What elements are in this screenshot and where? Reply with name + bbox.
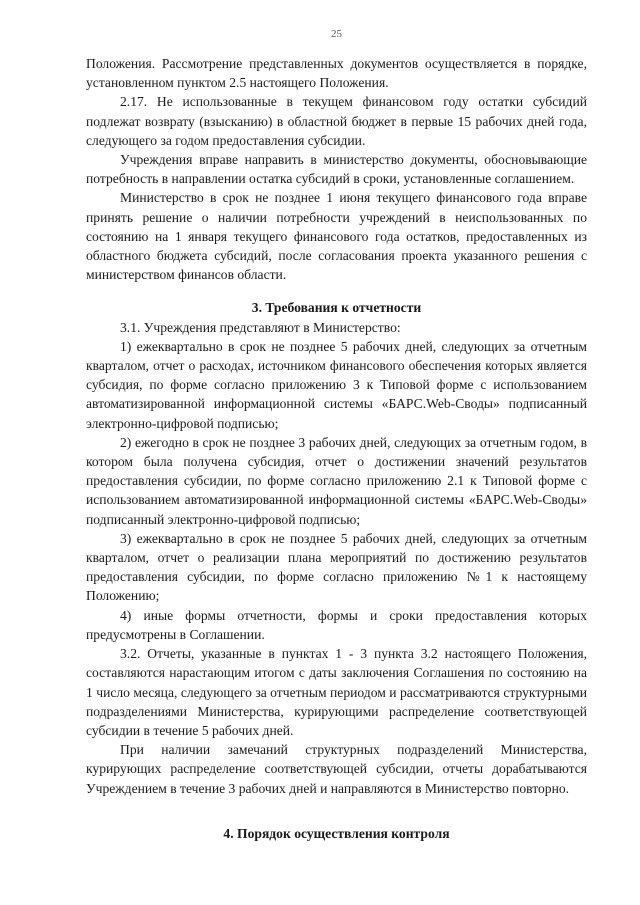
paragraph-2-17: 2.17. Не использованные в текущем финансовом году остатки субсидий подлежат возврату (взысканию) в областной бюджет в первые 15 рабочих дней года, следующего за годом предоставления субсидии. — [86, 94, 587, 148]
paragraph-3-1-item-4: 4) иные формы отчетности, формы и сроки предоставления которых предусмотрены в Соглашении. — [86, 607, 587, 642]
section-4-heading: 4. Порядок осуществления контроля — [223, 825, 450, 841]
spacer — [86, 284, 587, 298]
paragraph-3-1-item-3: 3) ежеквартально в срок не позднее 5 рабочих дней, следующих за отчетным кварталом, отчет о реализации плана мероприятий по достижению результатов предоставления субсидии, по форме согласно приложению №1 к настоящему Положению; — [86, 530, 587, 604]
paragraph-3-1: 3.1. Учреждения представляют в Министерство: — [120, 319, 401, 335]
section-3-heading: 3. Требования к отчетности — [251, 300, 422, 316]
paragraph-3-2: 3.2. Отчеты, указанные в пунктах 1 - 3 пункта 3.2 настоящего Положения, составляются нарастающим итогом с даты заключения Соглашения по состоянию на 1 число месяца, следующего за отчетным периодом и рассматриваются структурными подразделениями Министерства, курирующими распределение соответствующей субсидии в течение 5 рабочих дней. — [86, 646, 587, 738]
page-number: 25 — [331, 28, 342, 40]
paragraph-ministry-decision: Министерство в срок не позднее 1 июня текущего финансового года вправе принять решение о наличии потребности учреждений в неиспользованных по состоянию на 1 января текущего финансового года остатков, предоставленных из областного бюджета субсидий, после согласования проекта указанного решения с министерством финансов области. — [86, 190, 587, 283]
spacer — [86, 798, 587, 824]
paragraph-3-1-item-1: 1) ежеквартально в срок не позднее 5 рабочих дней, следующих за отчетным кварталом, отчет о расходах, источником финансового обеспечения которых является субсидия, по форме согласно приложению 3 к Типовой форме с использованием автоматизированной информационной системы «БАРС.Web-Своды» подписанный электронно-цифровой подписью; — [86, 338, 587, 431]
paragraph-remarks: При наличии замечаний структурных подразделений Министерства, курирующих распределение соответствующей субсидии, отчеты дорабатываются Учреждением в течение 3 рабочих дней и направляются в Министерство повторно. — [86, 742, 587, 796]
paragraph-institutions-right: Учреждения вправе направить в министерство документы, обосновывающие потребность в направлении остатка субсидий в сроки, установленные соглашением. — [86, 152, 587, 187]
paragraph-continuation: Положения. Рассмотрение представленных документов осуществляется в порядке, установленном пунктом 2.5 настоящего Положения. — [86, 56, 587, 91]
paragraph-3-1-item-2: 2) ежегодно в срок не позднее 3 рабочих дней, следующих за отчетным годом, в котором была получена субсидия, отчет о достижении значений результатов предоставления субсидии, по форме согласно приложению 2.1 к Типовой форме с использованием автоматизированной информационной системы «БАРС.Web-Своды» подписанный электронно-цифровой подписью; — [86, 434, 587, 527]
